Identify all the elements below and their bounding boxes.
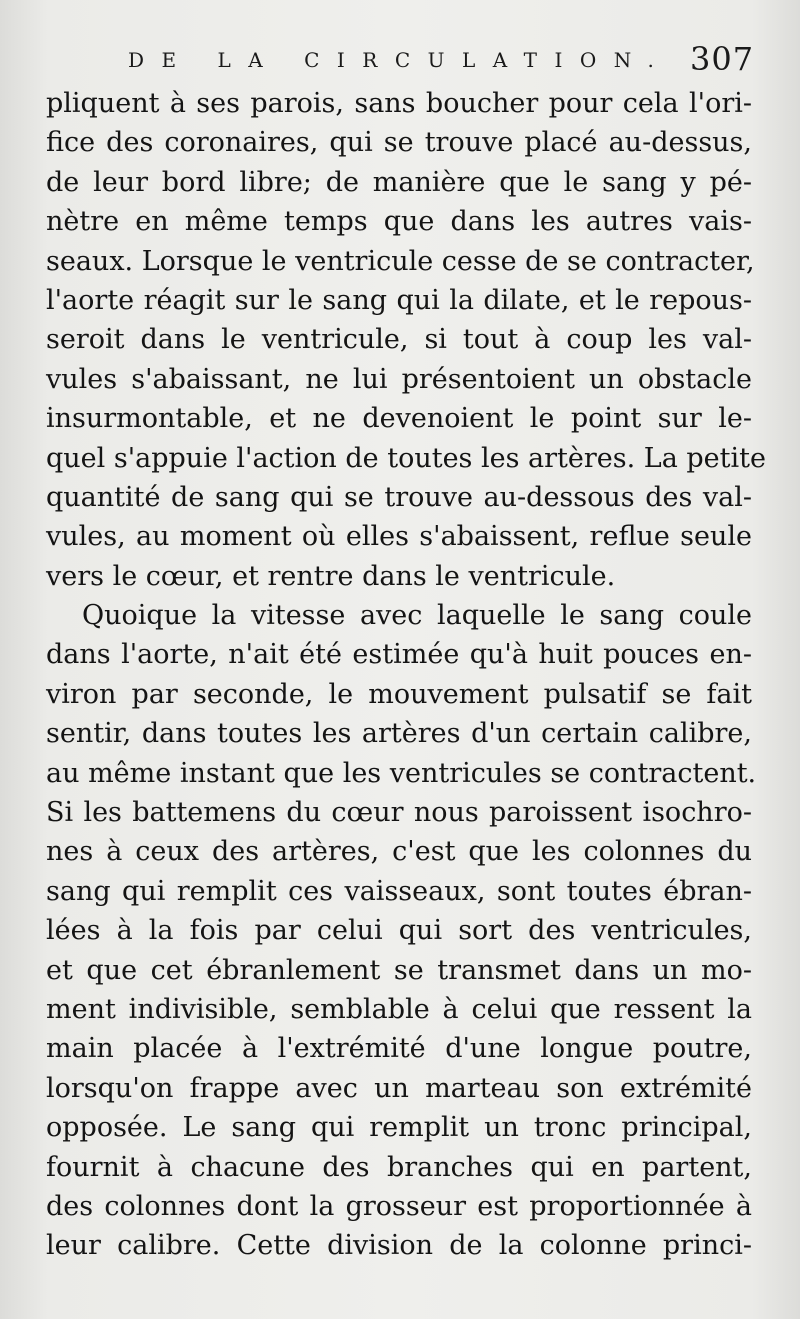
page-header [0,38,800,88]
text-line: opposée. Le sang qui remplit un tronc principal, [46,1112,752,1144]
text-line: vules s'abaissant, ne lui présentoient un obstacle [46,363,752,395]
text-line: nètre en même temps que dans les autres vais- [46,206,752,238]
text-line: sentir, dans toutes les artères d'un certain calibre, [46,718,752,750]
text-line: Si les battemens du cœur nous paroissent isochro- [46,797,752,829]
text-line: insurmontable, et ne devenoient le point sur le- [46,403,752,435]
text-line: seroit dans le ventricule, si tout à coup les val- [46,324,752,356]
paragraph-first-line: Quoique la vitesse avec laquelle le sang coule [82,600,752,632]
text-line: l'aorte réagit sur le sang qui la dilate, et le repous- [46,284,752,316]
text-line: dans l'aorte, n'ait été estimée qu'à huit pouces en- [46,639,752,671]
text-line: lées à la fois par celui qui sort des ventricules, [46,915,752,947]
text-line: seaux. Lorsque le ventricule cesse de se contracter, [46,245,755,277]
page-number: 307 [690,40,755,78]
text-line: fice des coronaires, qui se trouve placé au-dessus, [46,127,752,159]
text-line: de leur bord libre; de manière que le sang y pé- [46,166,752,198]
text-line: quantité de sang qui se trouve au-dessous des val- [46,481,752,513]
text-line: quel s'appuie l'action de toutes les artères. La petite [46,442,766,474]
text-line: et que cet ébranlement se transmet dans un mo- [46,954,752,986]
text-line: vules, au moment où elles s'abaissent, reflue seule [46,521,752,553]
text-line: main placée à l'extrémité d'une longue poutre, [46,1033,752,1065]
text-line: des colonnes dont la grosseur est proportionnée à [46,1190,752,1222]
paragraph-last-line: vers le cœur, et rentre dans le ventricule. [46,560,616,592]
text-line: au même instant que les ventricules se contractent. [46,757,757,789]
text-line: sang qui remplit ces vaisseaux, sont toutes ébran- [46,875,752,907]
text-line: pliquent à ses parois, sans boucher pour cela l'ori- [46,88,752,119]
text-line: fournit à chacune des branches qui en partent, [46,1151,752,1183]
body-text [46,84,766,1266]
text-line: ment indivisible, semblable à celui que ressent la [46,993,752,1025]
text-line: viron par seconde, le mouvement pulsatif se fait [46,678,752,710]
text-line: lorsqu'on frappe avec un marteau son extrémité [46,1072,752,1104]
text-line: leur calibre. Cette division de la colonne princi- [46,1230,752,1262]
text-line: nes à ceux des artères, c'est que les colonnes du [46,836,752,868]
running-title: DE LA CIRCULATION. [128,48,672,72]
